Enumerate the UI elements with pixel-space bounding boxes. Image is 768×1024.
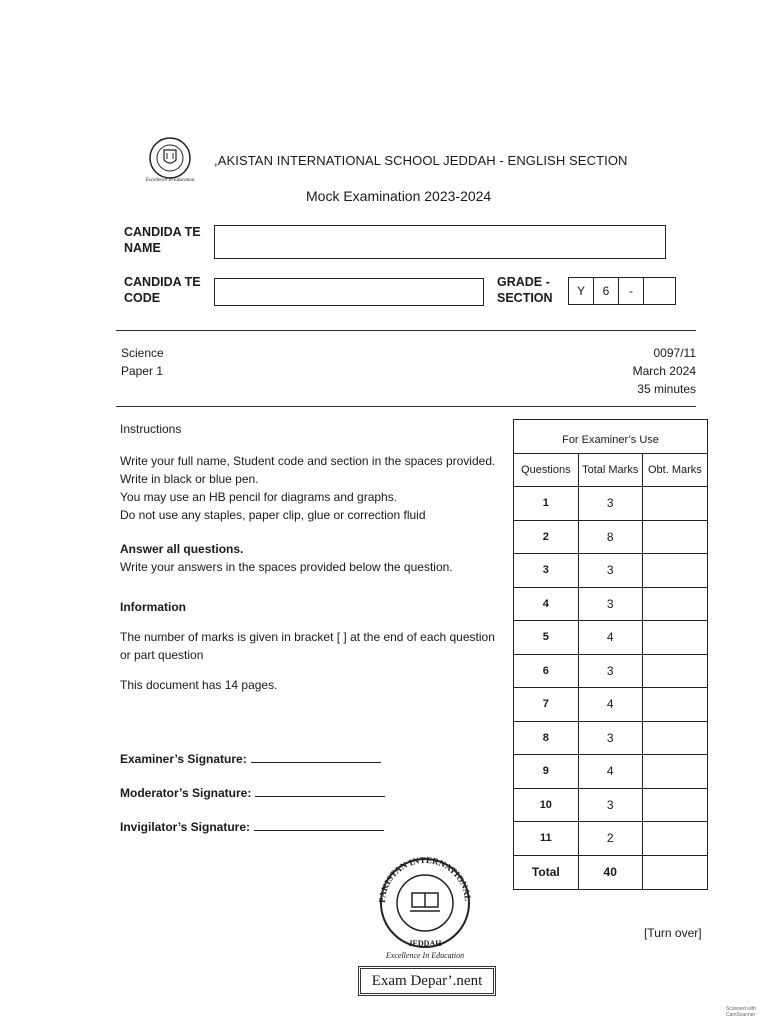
obtained-marks-cell[interactable] (642, 755, 707, 789)
school-logo (142, 134, 198, 188)
question-number: 2 (514, 520, 579, 554)
table-row (514, 788, 708, 822)
moderator-signature-line[interactable] (255, 784, 385, 797)
question-number: 3 (514, 554, 579, 588)
total-marks: 3 (578, 721, 642, 755)
total-marks: 3 (578, 788, 642, 822)
header-obt-marks: Obt. Marks (642, 454, 707, 487)
paper-duration: 35 minutes (637, 382, 696, 396)
invigilator-signature (120, 818, 384, 836)
grade-cell-number: 6 (594, 278, 619, 304)
question-number: 10 (514, 788, 579, 822)
candidate-name-label (124, 224, 201, 256)
table-row (514, 688, 708, 722)
total-obtained-cell[interactable] (642, 855, 707, 889)
obtained-marks-cell[interactable] (642, 788, 707, 822)
paper-date: March 2024 (632, 364, 696, 378)
logo-motto: Excellence In Education (145, 178, 195, 183)
invigilator-signature-line[interactable] (254, 818, 384, 831)
divider-top (116, 330, 696, 331)
candidate-name-label-line2: NAME (124, 241, 161, 255)
total-marks: 3 (578, 554, 642, 588)
header-questions: Questions (514, 454, 579, 487)
information-heading: Information (120, 600, 186, 614)
divider-middle (116, 406, 696, 407)
instruction-line: Write your full name, Student code and section in the spaces provided. (120, 454, 496, 468)
table-row (514, 587, 708, 621)
question-number: 9 (514, 755, 579, 789)
instructions-block (120, 420, 508, 694)
seal-city: JEDDAH (408, 939, 442, 948)
invigilator-signature-label: Invigilator’s Signature: (120, 820, 251, 834)
obtained-marks-cell[interactable] (642, 621, 707, 655)
pages-note: This document has 14 pages. (120, 678, 278, 692)
instruction-line: Do not use any staples, paper clip, glue or correction fluid (120, 508, 426, 522)
candidate-name-label-line1: CANDIDA TE (124, 225, 201, 239)
total-marks: 8 (578, 520, 642, 554)
table-row (514, 822, 708, 856)
school-seal (370, 855, 480, 965)
total-marks: 4 (578, 688, 642, 722)
obtained-marks-cell[interactable] (642, 654, 707, 688)
total-marks: 4 (578, 621, 642, 655)
table-row (514, 654, 708, 688)
question-number: 4 (514, 587, 579, 621)
obtained-marks-cell[interactable] (642, 487, 707, 521)
table-row (514, 520, 708, 554)
grade-label-line2: SECTION (497, 291, 553, 305)
total-marks: 3 (578, 654, 642, 688)
school-name: ,AKISTAN INTERNATIONAL SCHOOL JEDDAH - ENGLISH SECTION (214, 153, 628, 168)
grade-cell-year: Y (569, 278, 594, 304)
examiner-table-title: For Examiner’s Use (514, 420, 708, 454)
instruction-line: Write in black or blue pen. (120, 472, 259, 486)
total-label: Total (514, 855, 579, 889)
exam-title: Mock Examination 2023-2024 (306, 188, 492, 204)
scanner-watermark: Scanned with CamScanner (726, 1006, 757, 1018)
paper-number: Paper 1 (121, 364, 164, 378)
svg-text:PAKISTAN INTERNATIONAL SCHOOL (370, 855, 473, 903)
examiner-signature-label: Examiner’s Signature: (120, 752, 247, 766)
exam-department-stamp: Exam Depar’.nent (358, 966, 496, 996)
obtained-marks-cell[interactable] (642, 688, 707, 722)
total-marks: 2 (578, 822, 642, 856)
seal-icon (370, 855, 480, 951)
marks-note: The number of marks is given in bracket [ ] at the end of each question or part question (120, 630, 495, 662)
candidate-name-field[interactable] (214, 225, 666, 259)
total-marks: 4 (578, 755, 642, 789)
paper-meta (560, 344, 696, 398)
table-row (514, 721, 708, 755)
answer-heading: Answer all questions. (120, 542, 244, 556)
obtained-marks-cell[interactable] (642, 520, 707, 554)
table-row (514, 755, 708, 789)
paper-code: 0097/11 (653, 346, 696, 360)
question-number: 7 (514, 688, 579, 722)
obtained-marks-cell[interactable] (642, 587, 707, 621)
subject-block (121, 344, 164, 380)
instruction-line: You may use an HB pencil for diagrams and graphs. (120, 490, 398, 504)
table-row (514, 621, 708, 655)
question-number: 11 (514, 822, 579, 856)
question-number: 8 (514, 721, 579, 755)
grade-cell-section[interactable] (644, 278, 674, 304)
header-total-marks: Total Marks (578, 454, 642, 487)
question-number: 5 (514, 621, 579, 655)
examiner-signature-line[interactable] (251, 750, 381, 763)
question-number: 1 (514, 487, 579, 521)
seal-motto: Excellence In Education (385, 951, 465, 960)
moderator-signature (120, 784, 385, 802)
instructions-heading: Instructions (120, 422, 182, 436)
moderator-signature-label: Moderator’s Signature: (120, 786, 252, 800)
candidate-code-label-line2: CODE (124, 291, 161, 305)
total-marks: 3 (578, 487, 642, 521)
answer-line: Write your answers in the spaces provided below the question. (120, 560, 453, 574)
candidate-code-field[interactable] (214, 278, 484, 306)
total-marks: 3 (578, 587, 642, 621)
table-row (514, 487, 708, 521)
obtained-marks-cell[interactable] (642, 554, 707, 588)
seal-ring-text: PAKISTAN INTERNATIONAL (376, 855, 473, 904)
grade-section-label (497, 274, 553, 306)
obtained-marks-cell[interactable] (642, 721, 707, 755)
subject: Science (121, 346, 164, 360)
examiner-signature (120, 750, 381, 768)
grade-label-line1: GRADE - (497, 275, 550, 289)
candidate-code-label (124, 274, 201, 306)
obtained-marks-cell[interactable] (642, 822, 707, 856)
question-number: 6 (514, 654, 579, 688)
grade-cell-dash: - (619, 278, 644, 304)
table-row (514, 554, 708, 588)
candidate-code-label-line1: CANDIDA TE (124, 275, 201, 289)
grade-section-field[interactable] (568, 277, 676, 305)
turn-over: [Turn over] (644, 926, 702, 940)
total-value: 40 (578, 855, 642, 889)
examiner-table (513, 419, 708, 890)
